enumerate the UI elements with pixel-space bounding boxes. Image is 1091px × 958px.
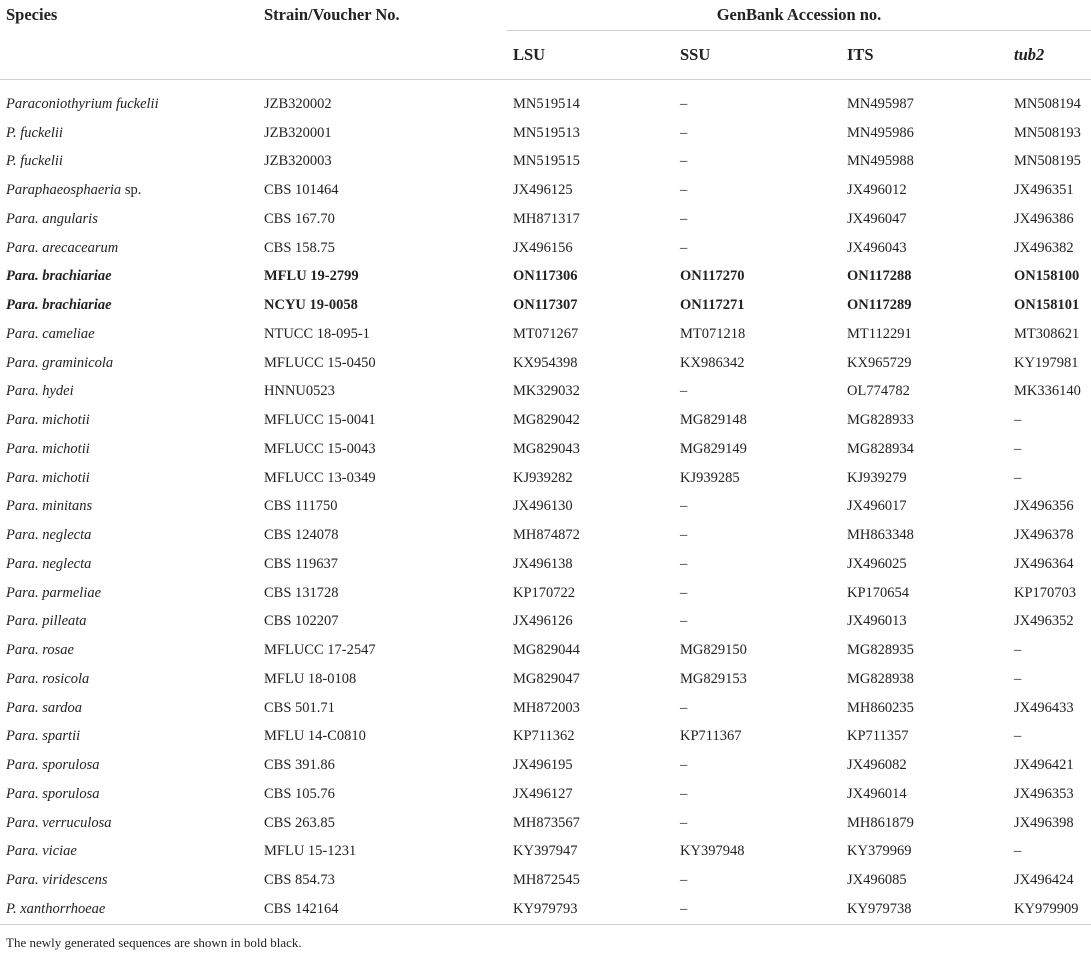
cell-ssu: KJ939285	[680, 469, 740, 486]
header-strain: Strain/Voucher No.	[264, 5, 400, 25]
table-row	[0, 176, 1091, 205]
cell-lsu: JX496138	[513, 555, 573, 572]
cell-species: Paraphaeosphaeria sp.	[6, 182, 142, 199]
cell-species: Para. brachiariae	[6, 297, 112, 314]
cell-ssu: –	[680, 210, 688, 227]
cell-species: Para. arecacearum	[6, 239, 119, 256]
cell-lsu: ON117307	[513, 297, 578, 314]
cell-lsu: KJ939282	[513, 469, 573, 486]
cell-ssu: –	[680, 383, 688, 400]
cell-its: ON117289	[847, 297, 912, 314]
cell-species: P. xanthorrhoeae	[0, 895, 258, 924]
cell-lsu: MK329032	[513, 383, 580, 400]
cell-species: Para. minitans	[6, 498, 93, 515]
cell-strain: CBS 111750	[264, 498, 338, 515]
cell-tub2: KP170703	[1014, 584, 1077, 601]
cell-its: KY979738	[841, 895, 1008, 924]
cell-its: ON117288	[847, 268, 912, 285]
cell-its: JX496082	[847, 757, 907, 774]
table-row	[0, 608, 1091, 637]
cell-tub2: ON158100	[1014, 268, 1080, 285]
cell-tub2: –	[1014, 469, 1022, 486]
cell-ssu: ON117270	[680, 268, 745, 285]
header-blank-1	[0, 31, 258, 80]
cell-strain: MFLUCC 15-0041	[264, 412, 376, 429]
cell-species: Para. parmeliae	[6, 584, 102, 601]
cell-strain: MFLU 19-2799	[264, 268, 359, 285]
header-lsu: LSU	[507, 31, 674, 80]
cell-lsu: MG829042	[513, 412, 580, 429]
cell-lsu: KP170722	[513, 584, 576, 601]
cell-ssu: MG829150	[680, 642, 747, 659]
header-tub2: tub2	[1008, 31, 1091, 80]
cell-its: MN495988	[847, 153, 914, 170]
cell-strain: NCYU 19-0058	[264, 297, 358, 314]
cell-its: MG828933	[847, 412, 914, 429]
cell-strain: JZB320003	[264, 153, 332, 170]
table-row	[0, 263, 1091, 292]
cell-ssu: –	[680, 498, 688, 515]
cell-tub2: –	[1014, 642, 1022, 659]
header-species: Species	[6, 5, 58, 25]
cell-strain: CBS 101464	[264, 182, 339, 199]
cell-ssu: –	[680, 872, 688, 889]
cell-ssu: –	[680, 153, 688, 170]
cell-species: Para. michotii	[6, 440, 90, 457]
cell-tub2: KY197981	[1014, 354, 1079, 371]
cell-ssu: ON117271	[680, 297, 745, 314]
cell-species: Para. rosicola	[6, 670, 90, 687]
cell-strain: CBS 142164	[258, 895, 507, 924]
cell-strain: CBS 105.76	[264, 785, 335, 802]
cell-its: JX496017	[847, 498, 907, 515]
cell-lsu: MH871317	[513, 210, 580, 227]
cell-tub2: JX496382	[1014, 239, 1074, 256]
cell-species: Para. spartii	[6, 728, 81, 745]
cell-ssu: KP711367	[680, 728, 742, 745]
header-row-top	[0, 0, 1091, 31]
cell-lsu: MT071267	[513, 325, 579, 342]
table-row	[0, 406, 1091, 435]
cell-species: Para. sporulosa	[6, 785, 100, 802]
cell-tub2: MT308621	[1014, 325, 1080, 342]
cell-ssu: KX986342	[680, 354, 745, 371]
cell-its: MG828934	[847, 440, 914, 457]
header-row-bottom	[0, 31, 1091, 80]
cell-ssu: –	[680, 757, 688, 774]
cell-tub2: JX496421	[1014, 757, 1074, 774]
cell-its: KJ939279	[847, 469, 907, 486]
cell-tub2: JX496364	[1014, 555, 1074, 572]
cell-tub2: KY979909	[1008, 895, 1091, 924]
cell-its: OL774782	[847, 383, 910, 400]
cell-its: JX496014	[847, 785, 907, 802]
cell-tub2: –	[1014, 728, 1022, 745]
cell-ssu: –	[680, 699, 688, 716]
cell-lsu: JX496130	[513, 498, 573, 515]
cell-strain: MFLUCC 15-0043	[264, 440, 376, 457]
table-row	[0, 866, 1091, 895]
cell-its: JX496025	[847, 555, 907, 572]
cell-species: Para. pilleata	[6, 613, 87, 630]
cell-ssu: MG829148	[680, 412, 747, 429]
cell-tub2: MN508195	[1014, 153, 1081, 170]
table-body	[0, 80, 1091, 925]
cell-strain: CBS 102207	[264, 613, 339, 630]
table-row	[0, 751, 1091, 780]
table-row	[0, 550, 1091, 579]
table-row	[0, 895, 1091, 924]
cell-species: Para. sporulosa	[6, 757, 100, 774]
cell-lsu: JX496126	[513, 613, 573, 630]
cell-lsu: ON117306	[513, 268, 578, 285]
cell-species: Para. viciae	[6, 843, 77, 860]
cell-strain: CBS 119637	[264, 555, 338, 572]
cell-its: MH863348	[847, 527, 914, 544]
cell-lsu: MH873567	[513, 814, 580, 831]
cell-ssu: –	[680, 814, 688, 831]
cell-strain: HNNU0523	[264, 383, 335, 400]
cell-strain: JZB320002	[264, 95, 332, 112]
cell-ssu: –	[680, 239, 688, 256]
cell-its: MH860235	[847, 699, 914, 716]
header-genbank: GenBank Accession no.	[507, 0, 1091, 31]
cell-strain: MFLUCC 13-0349	[264, 469, 376, 486]
cell-strain: JZB320001	[264, 124, 332, 141]
cell-species: Para. sardoa	[6, 699, 82, 716]
cell-species: Para. verruculosa	[6, 814, 112, 831]
cell-strain: MFLU 15-1231	[264, 843, 357, 860]
cell-ssu: KY397948	[680, 843, 745, 860]
cell-tub2: JX496356	[1014, 498, 1074, 515]
table-row	[0, 636, 1091, 665]
cell-species: Para. neglecta	[6, 527, 92, 544]
cell-ssu: –	[680, 124, 688, 141]
cell-its: MT112291	[847, 325, 912, 342]
cell-species: Para. graminicola	[6, 354, 114, 371]
cell-tub2: –	[1014, 440, 1022, 457]
cell-ssu: –	[674, 895, 841, 924]
cell-tub2: JX496378	[1014, 527, 1074, 544]
cell-strain: MFLU 14-C0810	[264, 728, 366, 745]
cell-strain: CBS 854.73	[264, 872, 335, 889]
cell-ssu: MT071218	[680, 325, 746, 342]
cell-lsu: JX496195	[513, 757, 573, 774]
cell-lsu: MN519514	[513, 95, 580, 112]
cell-lsu: MH872003	[513, 699, 580, 716]
cell-its: KY379969	[847, 843, 912, 860]
cell-lsu: KX954398	[513, 354, 578, 371]
table-row	[0, 291, 1091, 320]
cell-ssu: –	[680, 613, 688, 630]
cell-lsu: KY397947	[513, 843, 578, 860]
table-footnote: The newly generated sequences are shown in bold black.	[6, 935, 302, 950]
cell-its: MH861879	[847, 814, 914, 831]
table-row	[0, 493, 1091, 522]
cell-lsu: MN519513	[513, 124, 580, 141]
table-row	[0, 694, 1091, 723]
cell-strain: CBS 501.71	[264, 699, 335, 716]
cell-ssu: –	[680, 584, 688, 601]
cell-its: JX496085	[847, 872, 907, 889]
cell-tub2: MK336140	[1014, 383, 1081, 400]
cell-tub2: JX496353	[1014, 785, 1074, 802]
table-row	[0, 780, 1091, 809]
cell-its: MN495987	[847, 95, 914, 112]
cell-strain: CBS 124078	[264, 527, 339, 544]
cell-ssu: –	[680, 555, 688, 572]
cell-tub2: ON158101	[1014, 297, 1080, 314]
cell-strain: CBS 158.75	[264, 239, 335, 256]
cell-tub2: JX496352	[1014, 613, 1074, 630]
cell-tub2: JX496398	[1014, 814, 1074, 831]
cell-species: P. fuckelii	[6, 124, 63, 141]
cell-strain: CBS 167.70	[264, 210, 335, 227]
cell-its: KP711357	[847, 728, 909, 745]
cell-species: Para. rosae	[6, 642, 74, 659]
table-row	[0, 320, 1091, 349]
cell-tub2: MN508193	[1014, 124, 1081, 141]
cell-strain: CBS 131728	[264, 584, 339, 601]
cell-strain: CBS 391.86	[264, 757, 335, 774]
cell-lsu: MG829047	[513, 670, 580, 687]
cell-ssu: MG829153	[680, 670, 747, 687]
table-row	[0, 723, 1091, 752]
cell-species: Para. cameliae	[6, 325, 95, 342]
table-row	[0, 119, 1091, 148]
cell-species: Para. hydei	[6, 383, 74, 400]
cell-species: Para. michotii	[6, 469, 90, 486]
table-row	[0, 579, 1091, 608]
cell-ssu: –	[680, 785, 688, 802]
table-row	[0, 378, 1091, 407]
cell-its: JX496043	[847, 239, 907, 256]
cell-its: MG828935	[847, 642, 914, 659]
cell-its: JX496013	[847, 613, 907, 630]
cell-species: Para. viridescens	[6, 872, 108, 889]
cell-ssu: –	[680, 527, 688, 544]
cell-lsu: JX496127	[513, 785, 573, 802]
table-row	[0, 838, 1091, 867]
table-row	[0, 80, 1091, 119]
cell-tub2: JX496433	[1014, 699, 1074, 716]
cell-its: KP170654	[847, 584, 910, 601]
cell-its: MG828938	[847, 670, 914, 687]
table-row	[0, 665, 1091, 694]
cell-tub2: –	[1014, 670, 1022, 687]
table-row	[0, 205, 1091, 234]
cell-species: Para. michotii	[6, 412, 90, 429]
header-its: ITS	[841, 31, 1008, 80]
cell-strain: CBS 263.85	[264, 814, 335, 831]
cell-lsu: KP711362	[513, 728, 575, 745]
cell-strain: MFLU 18-0108	[264, 670, 357, 687]
cell-its: KX965729	[847, 354, 912, 371]
cell-lsu: MH872545	[513, 872, 580, 889]
cell-its: MN495986	[847, 124, 914, 141]
cell-species: Paraconiothyrium fuckelii	[6, 95, 159, 112]
cell-species: Para. angularis	[6, 210, 98, 227]
header-ssu: SSU	[674, 31, 841, 80]
cell-tub2: JX496424	[1014, 872, 1074, 889]
cell-its: JX496047	[847, 210, 907, 227]
table-row	[0, 809, 1091, 838]
cell-its: JX496012	[847, 182, 907, 199]
cell-lsu: MN519515	[513, 153, 580, 170]
cell-tub2: JX496386	[1014, 210, 1074, 227]
cell-ssu: MG829149	[680, 440, 747, 457]
cell-lsu: JX496156	[513, 239, 573, 256]
cell-lsu: MG829043	[513, 440, 580, 457]
cell-species: Para. brachiariae	[6, 268, 112, 285]
cell-strain: NTUCC 18-095-1	[264, 325, 370, 342]
table-row	[0, 464, 1091, 493]
cell-lsu: MH874872	[513, 527, 580, 544]
cell-tub2: JX496351	[1014, 182, 1074, 199]
cell-ssu: –	[680, 95, 688, 112]
cell-tub2: –	[1014, 412, 1022, 429]
cell-tub2: MN508194	[1014, 95, 1081, 112]
cell-strain: MFLUCC 17-2547	[264, 642, 376, 659]
table-row	[0, 234, 1091, 263]
cell-lsu: JX496125	[513, 182, 573, 199]
cell-species: Para. neglecta	[6, 555, 92, 572]
cell-lsu: MG829044	[513, 642, 580, 659]
cell-strain: MFLUCC 15-0450	[264, 354, 376, 371]
table-row	[0, 349, 1091, 378]
cell-lsu: KY979793	[507, 895, 674, 924]
table-row	[0, 435, 1091, 464]
cell-ssu: –	[680, 182, 688, 199]
header-blank-2	[258, 31, 507, 80]
table-row	[0, 521, 1091, 550]
table-row	[0, 148, 1091, 177]
cell-tub2: –	[1014, 843, 1022, 860]
cell-species: P. fuckelii	[6, 153, 63, 170]
